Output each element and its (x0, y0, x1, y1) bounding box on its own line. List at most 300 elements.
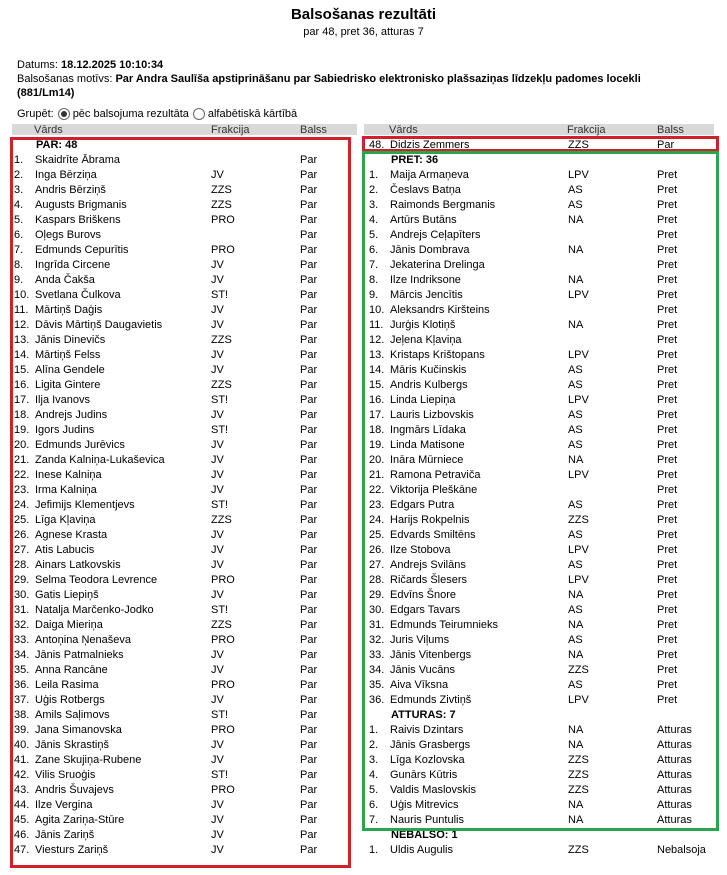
faction: JV (211, 529, 224, 541)
member-name: Ilze Vergina (35, 799, 93, 811)
faction: AS (568, 499, 583, 511)
date-label: Datums: (17, 59, 58, 71)
row-number: 19. (14, 424, 30, 436)
vote-value: Par (300, 409, 318, 421)
faction: NA (568, 619, 584, 631)
vote-value: Pret (657, 289, 678, 301)
member-name: Lauris Lizbovskis (390, 409, 474, 421)
faction: JV (211, 799, 224, 811)
faction: JV (211, 664, 224, 676)
faction: JV (211, 754, 224, 766)
faction: LPV (568, 349, 589, 361)
vote-value: Nebalsoja (657, 844, 706, 856)
member-name: Ilze Indriksone (390, 274, 461, 286)
vote-value: Par (300, 724, 318, 736)
member-name: Ligita Gintere (35, 379, 101, 391)
member-name: Inese Kalniņa (35, 469, 102, 481)
member-name: Augusts Brigmanis (35, 199, 127, 211)
member-name: Aiva Vīksna (390, 679, 449, 691)
row-number: 13. (369, 349, 385, 361)
member-name: Mārcis Jencītis (390, 289, 463, 301)
radio-by-result-label[interactable]: pēc balsojuma rezultāta (72, 108, 189, 120)
vote-value: Par (300, 559, 318, 571)
row-number: 25. (369, 529, 385, 541)
member-name: Linda Matisone (390, 439, 465, 451)
row-number: 17. (369, 409, 385, 421)
faction: ZZS (211, 514, 232, 526)
section-par-heading: PAR: 48 (36, 139, 78, 151)
row-number: 11. (14, 304, 29, 316)
row-number: 16. (14, 379, 30, 391)
row-number: 14. (369, 364, 385, 376)
row-number: 34. (14, 649, 30, 661)
member-name: Inga Bērziņa (35, 169, 97, 181)
vote-value: Pret (657, 184, 678, 196)
vote-value: Par (300, 199, 318, 211)
vote-value: Par (300, 259, 318, 271)
page-subtitle: par 48, pret 36, atturas 7 (303, 26, 424, 38)
faction: NA (568, 649, 584, 661)
member-name: Andrejs Ceļapīters (390, 229, 481, 241)
vote-value: Pret (657, 259, 678, 271)
faction: PRO (211, 244, 235, 256)
vote-value: Par (300, 439, 318, 451)
vote-value: Atturas (657, 739, 692, 751)
row-number: 44. (14, 799, 30, 811)
par-48-highlight-box (362, 136, 719, 152)
section-atturas-heading: ATTURAS: 7 (391, 709, 456, 721)
faction: JV (211, 454, 224, 466)
faction: ST! (211, 709, 229, 721)
member-name: Ramona Petraviča (390, 469, 481, 481)
row-number: 45. (14, 814, 30, 826)
vote-value: Par (300, 679, 318, 691)
faction: NA (568, 814, 584, 826)
row-number: 18. (369, 424, 385, 436)
date-line (17, 58, 163, 72)
vote-value: Pret (657, 229, 678, 241)
member-name: Viesturs Zariņš (35, 844, 109, 856)
member-name: Jānis Dombrava (390, 244, 470, 256)
left-col-faction-header: Frakcija (211, 124, 250, 136)
faction: ST! (211, 499, 229, 511)
vote-value: Pret (657, 334, 678, 346)
row-number: 19. (369, 439, 385, 451)
row-number: 24. (369, 514, 385, 526)
member-name: Jānis Patmalnieks (35, 649, 124, 661)
row-number: 36. (14, 679, 30, 691)
faction: JV (211, 844, 224, 856)
faction: ZZS (568, 754, 589, 766)
member-name: Antoņina Ņenaševa (35, 634, 132, 646)
member-name: Jānis Skrastiņš (35, 739, 109, 751)
row-number: 23. (14, 484, 30, 496)
vote-value: Pret (657, 214, 678, 226)
vote-value: Pret (657, 484, 678, 496)
faction: LPV (568, 694, 589, 706)
vote-value: Atturas (657, 754, 692, 766)
member-name: Līga Kozlovska (390, 754, 465, 766)
vote-value: Par (300, 664, 318, 676)
faction: JV (211, 694, 224, 706)
member-name: Gatis Liepiņš (35, 589, 99, 601)
member-name: Andris Šuvajevs (35, 784, 114, 796)
faction: NA (568, 244, 584, 256)
member-name: Agita Zariņa-Stūre (35, 814, 125, 826)
vote-value: Pret (657, 559, 678, 571)
faction: ST! (211, 289, 229, 301)
member-name: Jānis Grasbergs (390, 739, 471, 751)
row-number: 6. (369, 799, 379, 811)
member-name: Zane Skujiņa-Rubene (35, 754, 142, 766)
vote-value: Pret (657, 379, 678, 391)
row-number: 4. (369, 214, 379, 226)
faction: ZZS (568, 514, 589, 526)
member-name: Anda Čakša (35, 274, 95, 286)
faction: JV (211, 484, 224, 496)
member-name: Vilis Sruoģis (35, 769, 96, 781)
vote-value: Pret (657, 349, 678, 361)
row-number: 1. (369, 169, 379, 181)
row-number: 42. (14, 769, 30, 781)
member-name: Alīna Gendele (35, 364, 105, 376)
faction: AS (568, 424, 583, 436)
member-name: Edmunds Jurēvics (35, 439, 125, 451)
vote-value: Pret (657, 409, 678, 421)
row-number: 28. (14, 559, 30, 571)
member-name: Didzis Zemmers (390, 139, 470, 151)
vote-value: Pret (657, 529, 678, 541)
member-name: Ilze Stobova (390, 544, 451, 556)
member-name: Igors Judins (35, 424, 95, 436)
vote-value: Pret (657, 634, 678, 646)
vote-value: Pret (657, 244, 678, 256)
row-number: 43. (14, 784, 30, 796)
faction: PRO (211, 679, 235, 691)
faction: PRO (211, 784, 235, 796)
member-name: Zanda Kalniņa-Lukaševica (35, 454, 165, 466)
faction: JV (211, 469, 224, 481)
row-number: 5. (369, 784, 379, 796)
vote-value: Par (300, 349, 318, 361)
row-number: 4. (369, 769, 379, 781)
row-number: 10. (14, 289, 30, 301)
faction: ST! (211, 424, 229, 436)
right-col-name-header: Vārds (389, 124, 418, 136)
member-name: Uldis Augulis (390, 844, 453, 856)
faction: ST! (211, 604, 229, 616)
row-number: 7. (14, 244, 24, 256)
vote-value: Par (300, 769, 318, 781)
row-number: 5. (14, 214, 24, 226)
row-number: 22. (14, 469, 30, 481)
row-number: 41. (14, 754, 30, 766)
row-number: 4. (14, 199, 24, 211)
member-name: Ingrīda Circene (35, 259, 111, 271)
member-name: Andrejs Svilāns (390, 559, 466, 571)
vote-value: Pret (657, 364, 678, 376)
member-name: Atis Labucis (35, 544, 95, 556)
vote-value: Par (300, 484, 318, 496)
row-number: 30. (14, 589, 30, 601)
vote-value: Pret (657, 394, 678, 406)
vote-value: Par (300, 304, 318, 316)
vote-value: Par (300, 334, 318, 346)
vote-value: Atturas (657, 724, 692, 736)
motive-value-line2: (881/Lm14) (17, 87, 75, 99)
member-name: Raivis Dzintars (390, 724, 464, 736)
faction: NA (568, 214, 584, 226)
faction: NA (568, 589, 584, 601)
vote-value: Par (657, 139, 675, 151)
faction: AS (568, 439, 583, 451)
member-name: Harijs Rokpelnis (390, 514, 470, 526)
vote-value: Par (300, 289, 318, 301)
row-number: 26. (14, 529, 30, 541)
row-number: 7. (369, 814, 379, 826)
row-number: 6. (369, 244, 379, 256)
faction: ZZS (568, 139, 589, 151)
vote-value: Par (300, 469, 318, 481)
radio-alphabetical-label[interactable]: alfabētiskā kārtībā (207, 108, 298, 120)
vote-value: Atturas (657, 814, 692, 826)
member-name: Ilja Ivanovs (35, 394, 91, 406)
row-number: 16. (369, 394, 385, 406)
member-name: Jurģis Klotiņš (390, 319, 456, 331)
member-name: Jana Simanovska (35, 724, 122, 736)
row-number: 30. (369, 604, 385, 616)
vote-value: Par (300, 829, 318, 841)
faction: JV (211, 259, 224, 271)
vote-value: Par (300, 454, 318, 466)
radio-alphabetical[interactable] (193, 108, 205, 120)
row-number: 22. (369, 484, 385, 496)
vote-value: Pret (657, 604, 678, 616)
member-name: Artūrs Butāns (390, 214, 457, 226)
left-col-vote-header: Balss (300, 124, 327, 136)
row-number: 33. (14, 634, 30, 646)
faction: LPV (568, 169, 589, 181)
member-name: Aleksandrs Kiršteins (390, 304, 490, 316)
faction: JV (211, 829, 224, 841)
vote-value: Par (300, 619, 318, 631)
faction: ZZS (568, 784, 589, 796)
member-name: Daiga Mieriņa (35, 619, 103, 631)
faction: AS (568, 634, 583, 646)
vote-value: Par (300, 394, 318, 406)
row-number: 1. (14, 154, 24, 166)
member-name: Jekaterina Drelinga (390, 259, 485, 271)
row-number: 14. (14, 349, 30, 361)
row-number: 27. (14, 544, 30, 556)
faction: PRO (211, 214, 235, 226)
motive-label: Balsošanas motīvs: (17, 73, 113, 85)
vote-value: Par (300, 529, 318, 541)
member-name: Andrejs Judins (35, 409, 108, 421)
row-number: 15. (14, 364, 30, 376)
vote-value: Pret (657, 319, 678, 331)
member-name: Edmunds Cepurītis (35, 244, 129, 256)
row-number: 2. (369, 739, 379, 751)
vote-value: Par (300, 154, 318, 166)
row-number: 3. (369, 199, 379, 211)
row-number: 47. (14, 844, 30, 856)
member-name: Kaspars Briškens (35, 214, 121, 226)
row-number: 3. (369, 754, 379, 766)
page-title: Balsošanas rezultāti (290, 6, 437, 23)
faction: ZZS (568, 664, 589, 676)
faction: AS (568, 559, 583, 571)
member-name: Mārtiņš Felss (35, 349, 101, 361)
vote-value: Par (300, 604, 318, 616)
member-name: Irma Kalniņa (35, 484, 97, 496)
faction: JV (211, 409, 224, 421)
vote-value: Pret (657, 304, 678, 316)
faction: JV (211, 814, 224, 826)
member-name: Andris Bērziņš (35, 184, 106, 196)
member-name: Kristaps Krištopans (390, 349, 485, 361)
row-number: 13. (14, 334, 30, 346)
faction: JV (211, 319, 224, 331)
vote-value: Pret (657, 664, 678, 676)
vote-value: Pret (657, 454, 678, 466)
row-number: 40. (14, 739, 30, 751)
row-number: 34. (369, 664, 385, 676)
member-name: Edmunds Teirumnieks (390, 619, 499, 631)
faction: AS (568, 529, 583, 541)
vote-value: Par (300, 214, 318, 226)
row-number: 35. (369, 679, 385, 691)
row-number: 9. (14, 274, 24, 286)
faction: ZZS (211, 379, 232, 391)
vote-value: Pret (657, 514, 678, 526)
member-name: Māris Kučinskis (390, 364, 467, 376)
member-name: Valdis Maslovskis (390, 784, 476, 796)
faction: LPV (568, 574, 589, 586)
faction: LPV (568, 394, 589, 406)
vote-value: Par (300, 574, 318, 586)
member-name: Amils Saļimovs (35, 709, 110, 721)
row-number: 21. (14, 454, 30, 466)
row-number: 1. (369, 844, 379, 856)
faction: JV (211, 559, 224, 571)
member-name: Jānis Vucāns (390, 664, 456, 676)
row-number: 35. (14, 664, 30, 676)
vote-value: Pret (657, 694, 678, 706)
vote-value: Pret (657, 679, 678, 691)
member-name: Dāvis Mārtiņš Daugavietis (35, 319, 163, 331)
member-name: Ainars Latkovskis (35, 559, 121, 571)
vote-value: Par (300, 784, 318, 796)
vote-value: Pret (657, 499, 678, 511)
vote-value: Par (300, 169, 318, 181)
left-col-name-header: Vārds (34, 124, 63, 136)
member-name: Gunārs Kūtris (390, 769, 458, 781)
faction: PRO (211, 724, 235, 736)
member-name: Andris Kulbergs (390, 379, 468, 391)
vote-value: Par (300, 814, 318, 826)
faction: JV (211, 544, 224, 556)
row-number: 32. (14, 619, 30, 631)
row-number: 29. (369, 589, 385, 601)
member-name: Selma Teodora Levrence (35, 574, 158, 586)
member-name: Raimonds Bergmanis (390, 199, 496, 211)
row-number: 25. (14, 514, 30, 526)
member-name: Maija Armaņeva (390, 169, 469, 181)
row-number: 31. (14, 604, 30, 616)
vote-value: Atturas (657, 784, 692, 796)
faction: JV (211, 364, 224, 376)
vote-value: Par (300, 754, 318, 766)
member-name: Uģis Rotbergs (35, 694, 105, 706)
vote-value: Par (300, 424, 318, 436)
row-number: 6. (14, 229, 24, 241)
vote-value: Pret (657, 274, 678, 286)
member-name: Jānis Zariņš (35, 829, 95, 841)
row-number: 29. (14, 574, 30, 586)
vote-value: Pret (657, 574, 678, 586)
row-number: 39. (14, 724, 30, 736)
row-number: 3. (14, 184, 24, 196)
faction: NA (568, 319, 584, 331)
faction: JV (211, 589, 224, 601)
member-name: Linda Liepiņa (390, 394, 456, 406)
row-number: 32. (369, 634, 385, 646)
faction: NA (568, 799, 584, 811)
row-number: 21. (369, 469, 385, 481)
row-number: 5. (369, 229, 379, 241)
vote-value: Par (300, 844, 318, 856)
vote-value: Atturas (657, 799, 692, 811)
vote-value: Par (300, 499, 318, 511)
faction: ST! (211, 769, 229, 781)
faction: NA (568, 724, 584, 736)
vote-value: Par (300, 694, 318, 706)
member-name: Edmunds Zivtiņš (390, 694, 472, 706)
row-number: 18. (14, 409, 30, 421)
vote-value: Par (300, 799, 318, 811)
faction: ZZS (568, 769, 589, 781)
member-name: Jānis Dinevičs (35, 334, 106, 346)
member-name: Edgars Putra (390, 499, 455, 511)
faction: AS (568, 199, 583, 211)
vote-value: Par (300, 274, 318, 286)
faction: LPV (568, 544, 589, 556)
row-number: 23. (369, 499, 385, 511)
par-highlight-box (10, 137, 351, 868)
faction: JV (211, 649, 224, 661)
row-number: 31. (369, 619, 385, 631)
member-name: Ināra Mūrniece (390, 454, 464, 466)
row-number: 28. (369, 574, 385, 586)
faction: LPV (568, 469, 589, 481)
member-name: Viktorija Pleškāne (390, 484, 478, 496)
section-pret-heading: PRET: 36 (391, 154, 439, 166)
vote-value: Par (300, 514, 318, 526)
vote-value: Pret (657, 649, 678, 661)
row-number: 27. (369, 559, 385, 571)
vote-value: Pret (657, 199, 678, 211)
row-number: 26. (369, 544, 385, 556)
vote-value: Par (300, 184, 318, 196)
radio-by-result[interactable] (58, 108, 70, 120)
vote-value: Pret (657, 619, 678, 631)
member-name: Ingmārs Līdaka (390, 424, 466, 436)
vote-value: Pret (657, 424, 678, 436)
vote-value: Atturas (657, 769, 692, 781)
member-name: Natalja Marčenko-Jodko (35, 604, 154, 616)
member-name: Nauris Puntulis (390, 814, 464, 826)
